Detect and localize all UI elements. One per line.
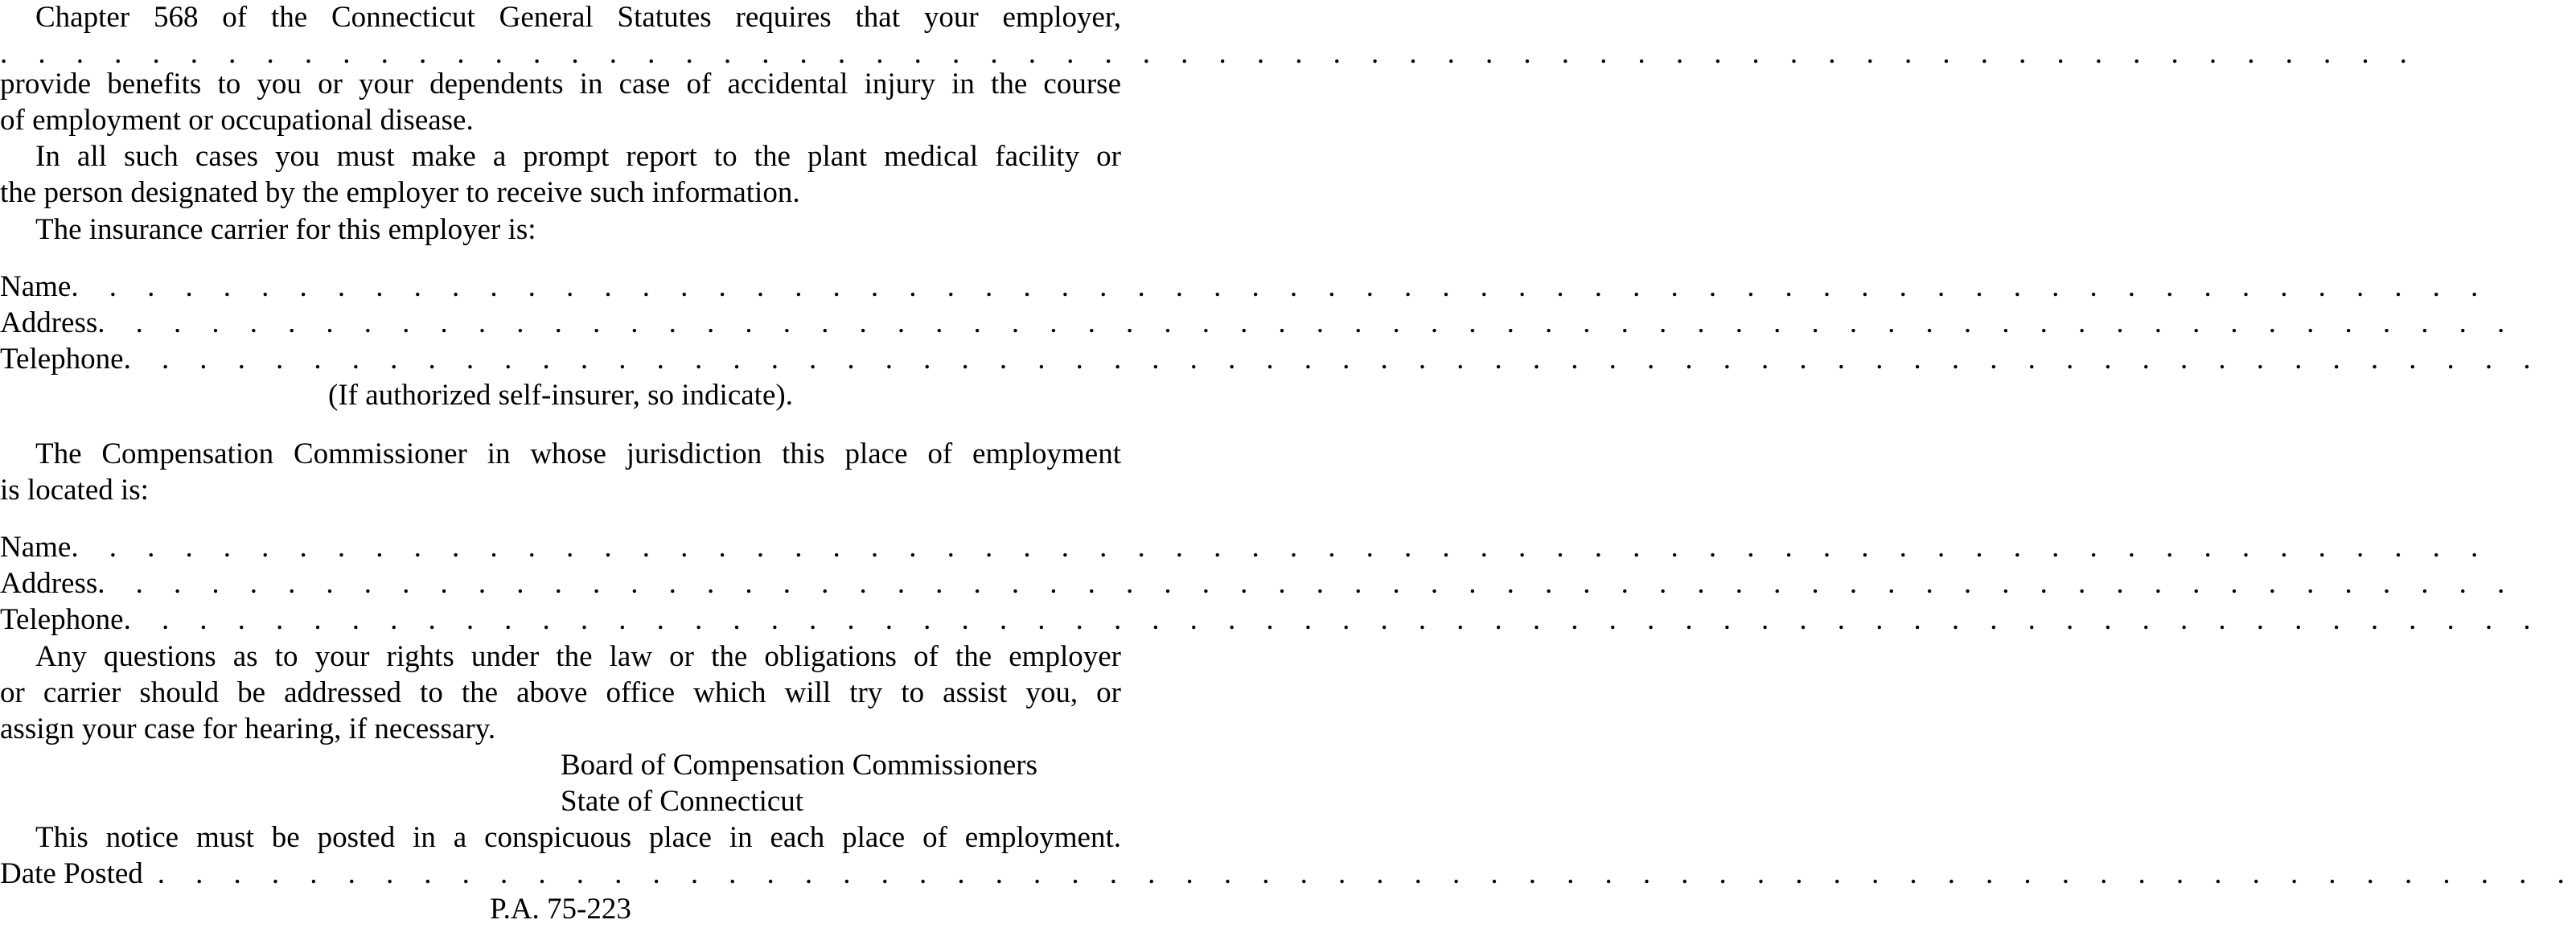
carrier-telephone-label: Telephone: [0, 343, 124, 376]
intro-line-2: provide benefits to you or your dependents in case of accidental injury in the course: [0, 68, 1121, 101]
commissioner-line-2: is located is:: [0, 474, 149, 507]
carrier-address-field: [0, 305, 2516, 342]
carrier-name-label: Name: [0, 270, 72, 303]
leader-dots: . . . . . . . . . . . . . . . . . . . . . . . . . . . . . . . . . . . . . . . . . . . . . . . . . . . . . . . . . . . . . . . .: [71, 531, 2490, 564]
report-line-2: the person designated by the employer to receive such information.: [0, 176, 800, 209]
intro-line-1: Chapter 568 of the Connecticut General Statutes requires that your employer,: [35, 1, 1121, 34]
date-posted-label: Date Posted: [0, 857, 143, 890]
carrier-address-label: Address: [0, 306, 98, 339]
questions-line-2: or carrier should be addressed to the above office which will try to assist you, or: [0, 676, 1121, 709]
leader-dots: . . . . . . . . . . . . . . . . . . . . . . . . . . . . . . . . . . . . . . . . . . . . . . . . . . . . . . . . . . . . . . . .: [0, 37, 2419, 70]
carrier-telephone-field: [0, 341, 2542, 378]
questions-line-3: assign your case for hearing, if necessary.: [0, 712, 496, 745]
carrier-name-field: [0, 269, 2490, 306]
commissioner-line-1: The Compensation Commissioner in whose jurisdiction this place of employment: [35, 437, 1121, 470]
signature-line-2: State of Connecticut: [561, 785, 804, 818]
intro-line-3: of employment or occupational disease.: [0, 104, 474, 137]
commissioner-name-label: Name: [0, 531, 72, 564]
public-act-footer: P.A. 75-223: [490, 893, 631, 926]
commissioner-address-field: [0, 565, 2516, 602]
leader-dots: . . . . . . . . . . . . . . . . . . . . . . . . . . . . . . . . . . . . . . . . . . . . . . . . . . . . . . . . . . . . . . . .: [157, 857, 2576, 890]
self-insurer-note: (If authorized self-insurer, so indicate).: [328, 379, 793, 412]
report-line-1: In all such cases you must make a prompt report to the plant medical facility or: [35, 140, 1121, 173]
leader-dots: . . . . . . . . . . . . . . . . . . . . . . . . . . . . . . . . . . . . . . . . . . . . . . . . . . . . . . . . . . . . . . . .: [97, 306, 2516, 339]
leader-dots: . . . . . . . . . . . . . . . . . . . . . . . . . . . . . . . . . . . . . . . . . . . . . . . . . . . . . . . . . . . . . . . .: [123, 603, 2542, 636]
leader-dots: . . . . . . . . . . . . . . . . . . . . . . . . . . . . . . . . . . . . . . . . . . . . . . . . . . . . . . . . . . . . . . . .: [97, 567, 2516, 600]
date-posted-field: [0, 856, 2576, 893]
commissioner-name-field: [0, 529, 2490, 566]
commissioner-telephone-field: [0, 602, 2542, 639]
commissioner-address-label: Address: [0, 567, 98, 600]
commissioner-telephone-label: Telephone: [0, 603, 124, 636]
questions-line-1: Any questions as to your rights under the law or the obligations of the employer: [35, 640, 1121, 673]
posting-notice: This notice must be posted in a conspicuous place in each place of employment.: [35, 821, 1121, 854]
carrier-intro: The insurance carrier for this employer is:: [35, 213, 536, 246]
leader-dots: . . . . . . . . . . . . . . . . . . . . . . . . . . . . . . . . . . . . . . . . . . . . . . . . . . . . . . . . . . . . . . . .: [123, 343, 2542, 376]
leader-dots: . . . . . . . . . . . . . . . . . . . . . . . . . . . . . . . . . . . . . . . . . . . . . . . . . . . . . . . . . . . . . . . .: [71, 270, 2490, 303]
signature-line-1: Board of Compensation Commissioners: [561, 749, 1037, 782]
